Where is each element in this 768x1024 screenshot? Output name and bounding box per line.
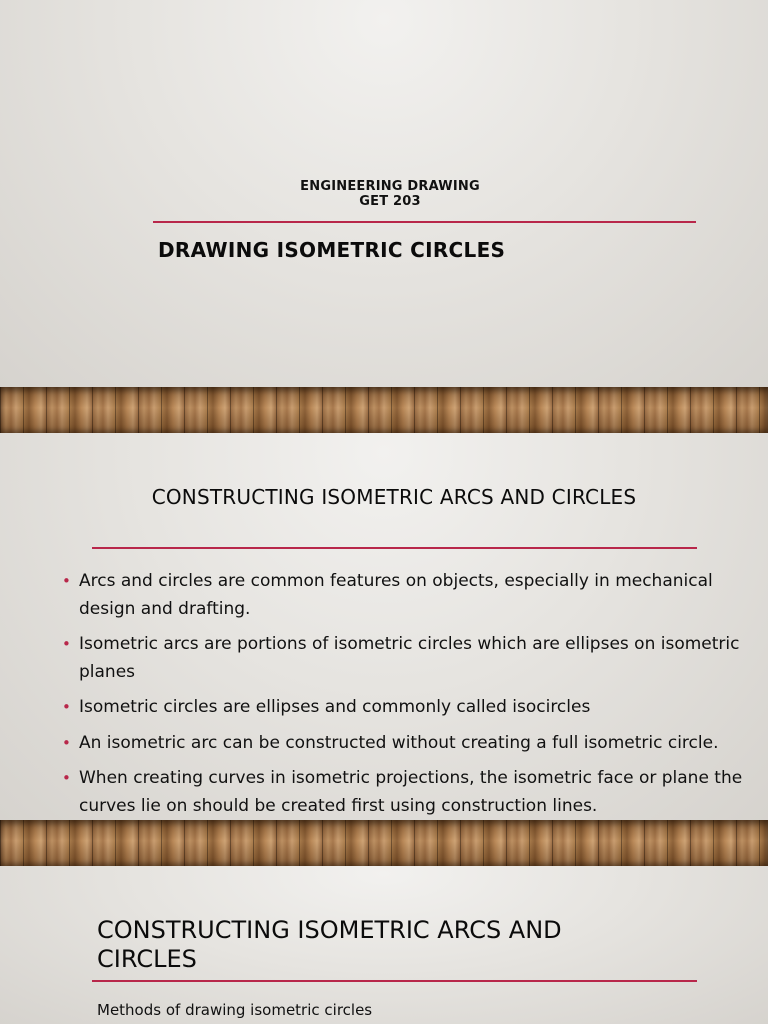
list-item: [62, 694, 752, 722]
bullet-text: When creating curves in isometric projections, the isometric face or plane the curves lie on should be created first using construction lines.: [79, 768, 743, 816]
list-item: [62, 631, 752, 686]
list-item: [62, 730, 752, 758]
wood-floor-decoration: [0, 820, 768, 866]
list-item: [62, 568, 752, 623]
bullet-icon: •: [62, 769, 71, 787]
bullet-icon: •: [62, 572, 71, 590]
bullet-list: [62, 568, 752, 820]
title-divider: [153, 221, 696, 223]
course-code: GET 203: [359, 194, 421, 209]
bullet-text: An isometric arc can be constructed without creating a full isometric circle.: [79, 732, 719, 753]
bullet-icon: •: [62, 733, 71, 752]
slide-title: CONSTRUCTING ISOMETRIC ARCS AND CIRCLES: [151, 485, 637, 509]
bullet-text: Isometric arcs are portions of isometric circles which are ellipses on isometric planes: [79, 634, 740, 682]
bullet-text: Arcs and circles are common features on objects, especially in mechanical design and drafting.: [79, 571, 713, 619]
slide-3: [0, 866, 768, 1024]
list-item: [62, 765, 752, 820]
body-text: Methods of drawing isometric circles: [97, 1001, 373, 1019]
title-divider: [92, 980, 697, 982]
slide-2: [0, 433, 768, 820]
bullet-icon: •: [62, 635, 71, 653]
title-divider: [92, 547, 697, 549]
slide-title: CONSTRUCTING ISOMETRIC ARCS AND CIRCLES: [97, 916, 562, 973]
bullet-text: Isometric circles are ellipses and commonly called isocircles: [79, 697, 591, 717]
bullet-icon: •: [62, 698, 71, 716]
slide-title: DRAWING ISOMETRIC CIRCLES: [158, 238, 506, 262]
wood-floor-decoration: [0, 387, 768, 433]
slide-1: [0, 0, 768, 387]
course-heading: [0, 179, 768, 209]
course-name: ENGINEERING DRAWING: [300, 179, 480, 194]
